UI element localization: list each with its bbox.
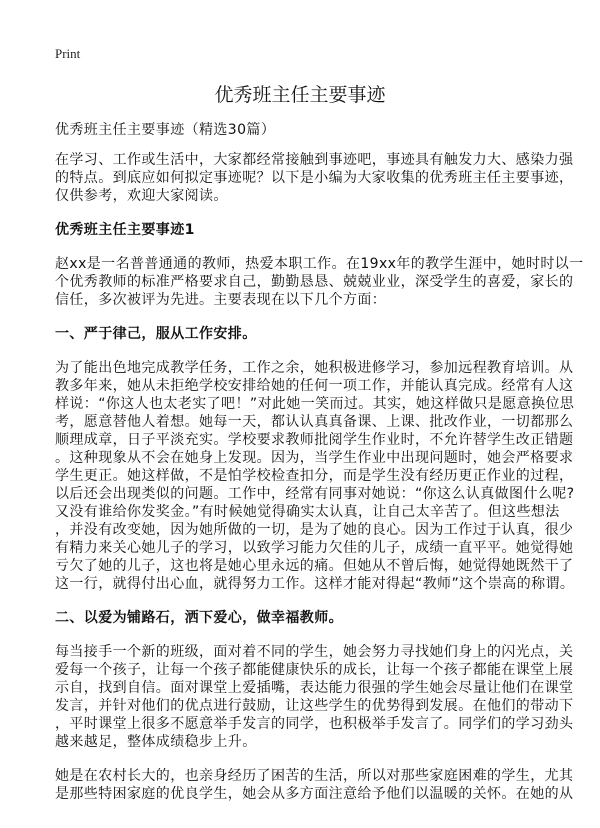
paragraph xyxy=(55,359,575,593)
text-line: 为了能出色地完成教学任务，工作之余，她积极进修学习，参加远程教育培训。从 xyxy=(55,360,574,376)
text-line: 。这种现象从不会在她身上发现。因为，当学生作业中出现问题时，她会严格要求 xyxy=(55,450,574,466)
text-line: 的特点。到底应如何拟定事迹呢？以下是小编为大家收集的优秀班主任主要事迹， xyxy=(55,170,574,186)
text-line: 优秀班主任主要事迹1 xyxy=(55,222,195,238)
text-line: 每当接手一个新的班级，面对着不同的学生，她会努力寻找她们身上的闪光点，关 xyxy=(55,644,574,660)
text-line: ，并没有改变她，因为她所做的一切，是为了她的良心。因为工作过于认真，很少 xyxy=(55,522,574,538)
paragraph xyxy=(55,255,584,309)
text-line: 二、以爱为铺路石，洒下爱心，做幸福教师。 xyxy=(55,610,343,626)
document-blocks xyxy=(55,151,584,803)
text-line: 是那些特困家庭的优良学生，她会从多方面注意给予他们以温暖的关怀。在她的从 xyxy=(55,786,574,802)
document-subtitle: 优秀班主任主要事迹（精选30篇） xyxy=(55,122,276,138)
text-line: 爱每一个孩子，让每一个孩子都能健康快乐的成长，让每一个孩子都能在课堂上展 xyxy=(55,662,574,678)
print-link[interactable]: Print xyxy=(55,46,81,61)
text-line: 一、严于律己，服从工作安排。 xyxy=(55,326,257,342)
document-title: 优秀班主任主要事迹 xyxy=(214,84,386,106)
text-line: 个优秀教师的标准严格要求自己，勤勤恳恳、兢兢业业，深受学生的喜爱，家长的 xyxy=(55,274,574,290)
text-line: 这一行，就得付出心血，就得努力工作。这样才能对得起“教师”这个崇高的称谓。 xyxy=(55,576,575,592)
text-line: 有精力来关心她儿子的学习，以致学习能力欠佳的儿子，成绩一直平平。她觉得她 xyxy=(55,540,574,556)
paragraph xyxy=(55,643,574,751)
text-line: 信任，多次被评为先进。主要表现在以下几个方面： xyxy=(55,292,387,308)
paragraph xyxy=(55,767,574,803)
text-line: 教多年来，她从未拒绝学校安排给她的任何一项工作，并能认真完成。经常有人这 xyxy=(55,378,574,394)
text-line: 赵xx是一名普普通通的教师，热爱本职工作。在19xx年的教学生涯中，她时时以一 xyxy=(55,256,584,272)
text-line: ，平时课堂上很多不愿意举手发言的同学，也积极举手发言了。同学们的学习劲头 xyxy=(55,716,574,732)
text-line: 亏欠了她的儿子，这也将是她心里永远的痛。但她从不曾后悔，她觉得她既然干了 xyxy=(55,558,574,574)
text-line: 考，愿意替他人着想。她每一天，都认认真真备课、上课、批改作业，一切都那么 xyxy=(55,414,574,430)
text-line: 样说：“你这人也太老实了吧！”对此她一笑而过。其实，她这样做只是愿意换位思 xyxy=(55,396,575,412)
paragraph xyxy=(55,151,574,205)
text-line: 她是在农村长大的，也亲身经历了困苦的生活，所以对那些家庭困难的学生，尤其 xyxy=(55,768,574,784)
text-line: 发言，并针对他们的优点进行鼓励，让这些学生的优势得到发展。在他们的带动下 xyxy=(55,698,574,714)
text-line: 在学习、工作或生活中，大家都经常接触到事迹吧，事迹具有触发力大、感染力强 xyxy=(55,152,574,168)
text-line: 又没有谁给你发奖金。”有时候她觉得确实太认真，让自己太辛苦了。但这些想法 xyxy=(55,504,560,520)
section-heading xyxy=(55,609,555,627)
document-body xyxy=(55,121,584,819)
text-line: 越来越足，整体成绩稳步上升。 xyxy=(55,734,257,750)
section-heading xyxy=(55,221,555,239)
text-line: 示自，找到自信。面对课堂上爱插嘴，表达能力很强的学生她会尽量让他们在课堂 xyxy=(55,680,574,696)
text-line: 以后还会出现类似的问题。工作中，经常有同事对她说：“你这么认真做图什么呢? xyxy=(55,486,575,502)
section-heading xyxy=(55,325,555,343)
text-line: 仅供参考，欢迎大家阅读。 xyxy=(55,188,228,204)
text-line: 学生更正。她这样做，不是怕学校检查扣分，而是学生没有经历更正作业的过程， xyxy=(55,468,574,484)
text-line: 顺理成章，日子平淡充实。学校要求教师批阅学生作业时，不允许替学生改正错题 xyxy=(55,432,574,448)
